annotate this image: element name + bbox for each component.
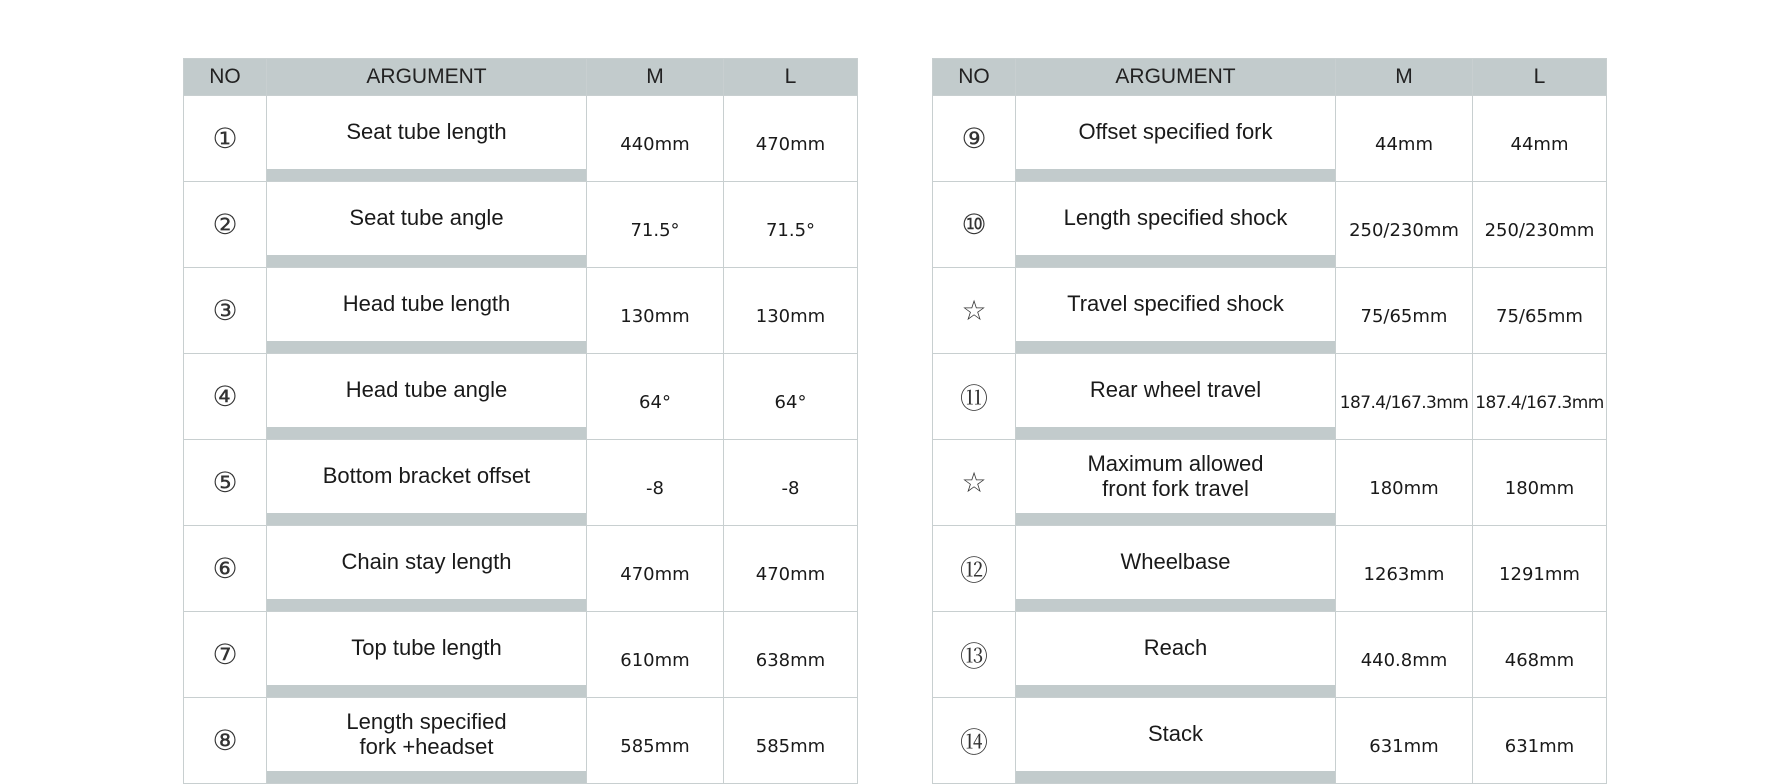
value-m: 44mm [1336, 96, 1473, 182]
value-l: 468mm [1473, 612, 1607, 698]
row-number: ④ [184, 354, 267, 440]
table-row [184, 354, 858, 440]
argument-cell [267, 612, 587, 698]
value-l: 44mm [1473, 96, 1607, 182]
header-l: L [724, 59, 858, 96]
argument-cell [1016, 182, 1336, 268]
argument-label: Rear wheel travel [1089, 377, 1262, 402]
value-l: 180mm [1473, 440, 1607, 526]
argument-cell [1016, 96, 1336, 182]
value-l: 187.4/167.3mm [1473, 354, 1607, 440]
geometry-table-left [183, 58, 858, 784]
row-number: ③ [184, 268, 267, 354]
row-star: ☆ [933, 440, 1016, 526]
argument-label: Offset specified fork [1078, 119, 1273, 144]
argument-label: Reach [1143, 635, 1208, 660]
header-no: NO [933, 59, 1016, 96]
argument-cell [267, 440, 587, 526]
header-l: L [1473, 59, 1607, 96]
header-m: M [1336, 59, 1473, 96]
row-number: ② [184, 182, 267, 268]
argument-cell [267, 96, 587, 182]
argument-label: Travel specified shock [1067, 291, 1284, 316]
row-number: ⑭ [933, 698, 1016, 784]
argument-label: Chain stay length [341, 549, 512, 574]
row-star: ☆ [933, 268, 1016, 354]
value-l: 64° [724, 354, 858, 440]
argument-cell [267, 182, 587, 268]
argument-label: Seat tube angle [349, 205, 504, 230]
value-l: 250/230mm [1473, 182, 1607, 268]
value-m: 75/65mm [1336, 268, 1473, 354]
table-row [933, 440, 1607, 526]
row-number: ① [184, 96, 267, 182]
row-number: ⑧ [184, 698, 267, 784]
value-l: 470mm [724, 526, 858, 612]
value-m: 440.8mm [1336, 612, 1473, 698]
value-l: -8 [724, 440, 858, 526]
row-number: ⑪ [933, 354, 1016, 440]
table-row [933, 354, 1607, 440]
table-row [933, 698, 1607, 784]
table-row [184, 612, 858, 698]
argument-label: Stack [1147, 721, 1204, 746]
table-row [184, 182, 858, 268]
argument-cell [267, 354, 587, 440]
row-number: ⑩ [933, 182, 1016, 268]
header-argument: ARGUMENT [267, 59, 587, 96]
value-m: 187.4/167.3mm [1336, 354, 1473, 440]
value-m: 250/230mm [1336, 182, 1473, 268]
argument-cell [1016, 612, 1336, 698]
value-m: 440mm [587, 96, 724, 182]
table-row [184, 440, 858, 526]
argument-cell [1016, 698, 1336, 784]
argument-cell [267, 698, 587, 784]
table-row [184, 268, 858, 354]
value-m: 64° [587, 354, 724, 440]
value-l: 585mm [724, 698, 858, 784]
value-m: 180mm [1336, 440, 1473, 526]
argument-label: Bottom bracket offset [322, 463, 531, 488]
table-row [933, 526, 1607, 612]
argument-label: Head tube length [342, 291, 511, 316]
table-header-row [184, 59, 858, 96]
value-m: 470mm [587, 526, 724, 612]
geometry-table-right [932, 58, 1607, 784]
argument-label: Maximum allowed front fork travel [1087, 450, 1264, 501]
value-l: 75/65mm [1473, 268, 1607, 354]
argument-label: Wheelbase [1120, 549, 1231, 574]
argument-cell [1016, 354, 1336, 440]
value-l: 71.5° [724, 182, 858, 268]
argument-cell [267, 268, 587, 354]
row-number: ⑥ [184, 526, 267, 612]
value-l: 631mm [1473, 698, 1607, 784]
value-m: 1263mm [1336, 526, 1473, 612]
row-number: ⑤ [184, 440, 267, 526]
table-row [933, 96, 1607, 182]
table-row [184, 698, 858, 784]
row-number: ⑨ [933, 96, 1016, 182]
argument-label: Top tube length [351, 635, 502, 660]
value-m: 585mm [587, 698, 724, 784]
value-m: 71.5° [587, 182, 724, 268]
argument-cell [1016, 440, 1336, 526]
value-m: -8 [587, 440, 724, 526]
header-no: NO [184, 59, 267, 96]
header-argument: ARGUMENT [1016, 59, 1336, 96]
value-m: 130mm [587, 268, 724, 354]
value-l: 130mm [724, 268, 858, 354]
argument-label: Head tube angle [345, 377, 508, 402]
value-l: 638mm [724, 612, 858, 698]
argument-label: Seat tube length [346, 119, 507, 144]
table-row [933, 268, 1607, 354]
table-row [184, 526, 858, 612]
argument-label: Length specified shock [1063, 205, 1288, 230]
argument-cell [267, 526, 587, 612]
argument-cell [1016, 268, 1336, 354]
table-row [184, 96, 858, 182]
argument-cell [1016, 526, 1336, 612]
value-l: 1291mm [1473, 526, 1607, 612]
table-row [933, 182, 1607, 268]
table-header-row [933, 59, 1607, 96]
row-number: ⑬ [933, 612, 1016, 698]
value-l: 470mm [724, 96, 858, 182]
header-m: M [587, 59, 724, 96]
row-number: ⑦ [184, 612, 267, 698]
value-m: 610mm [587, 612, 724, 698]
value-m: 631mm [1336, 698, 1473, 784]
row-number: ⑫ [933, 526, 1016, 612]
table-row [933, 612, 1607, 698]
argument-label: Length specified fork +headset [346, 708, 507, 759]
